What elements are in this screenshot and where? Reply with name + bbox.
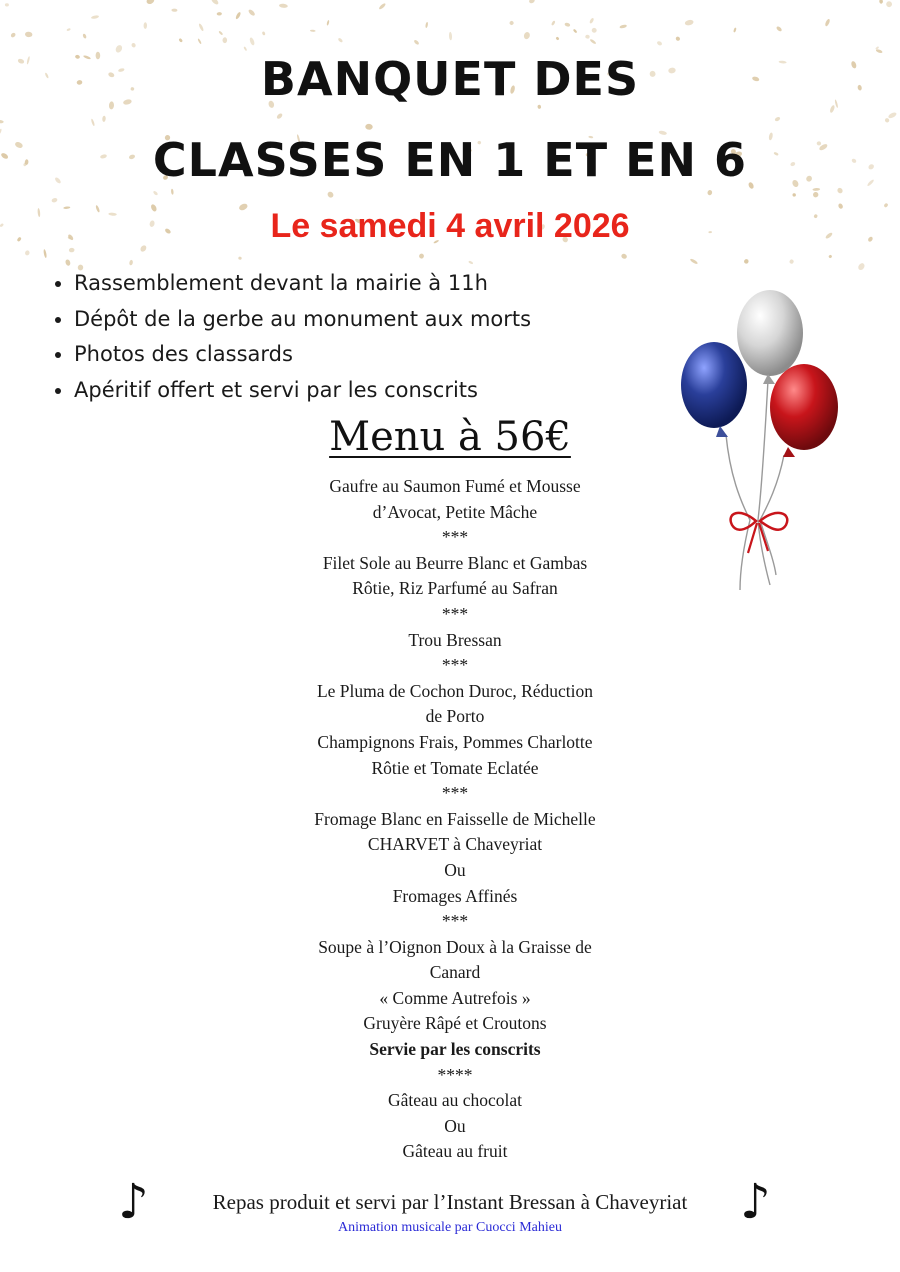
menu-line: Gâteau au chocolat (387, 1090, 523, 1111)
footer-music: Animation musicale par Cuocci Mahieu (338, 1220, 562, 1235)
menu-line: Fromages Affinés (392, 885, 518, 906)
menu-line: Gaufre au Saumon Fumé et Mousse (329, 476, 581, 496)
menu-list (255, 474, 655, 1165)
menu-separator: *** (441, 655, 469, 676)
menu-separator: *** (441, 527, 469, 548)
music-note-icon: ♪ (118, 1174, 149, 1230)
agenda-item: • Rassemblement devant la mairie à 11h (74, 266, 531, 302)
menu-line: CHARVET à Chaveyriat (367, 834, 543, 855)
menu-separator: *** (441, 603, 469, 624)
agenda-item: • Photos des classards (74, 337, 531, 373)
menu-line: Gâteau au fruit (402, 1141, 508, 1162)
menu-line: Gruyère Râpé et Croutons (363, 1013, 547, 1034)
menu-separator: *** (441, 783, 469, 804)
menu-title: Menu à 56€ (329, 414, 571, 460)
menu-line: Rôtie, Riz Parfumé au Safran (352, 578, 558, 599)
menu-line: Rôtie et Tomate Eclatée (371, 757, 539, 778)
agenda-list (50, 266, 531, 408)
event-title-line-2: CLASSES EN 1 ET EN 6 (152, 133, 748, 187)
footer-caterer: Repas produit et servi par l’Instant Bressan à Chaveyriat (212, 1190, 688, 1214)
menu-line: Canard (429, 962, 481, 983)
menu-line: Soupe à l’Oignon Doux à la Graisse de (318, 936, 592, 957)
menu-separator: *** (441, 911, 469, 932)
menu-line: Fromage Blanc en Faisselle de Michelle (314, 808, 596, 829)
event-title-line-1: BANQUET DES (260, 52, 640, 106)
event-date: Le samedi 4 avril 2026 (270, 207, 630, 245)
menu-line: d’Avocat, Petite Mâche (372, 501, 538, 522)
menu-line: Le Pluma de Cochon Duroc, Réduction (316, 680, 594, 701)
menu-line: Ou (444, 1115, 466, 1136)
music-note-icon: ♪ (740, 1174, 771, 1230)
menu-line: Trou Bressan (408, 629, 502, 650)
menu-line: Ou (444, 859, 466, 880)
agenda-item: • Apéritif offert et servi par les conscrits (74, 373, 531, 409)
menu-line: Filet Sole au Beurre Blanc et Gambas (322, 552, 588, 573)
menu-line: de Porto (425, 706, 485, 727)
menu-line: « Comme Autrefois » (379, 987, 531, 1008)
menu-separator: **** (437, 1064, 473, 1085)
menu-line: Servie par les conscrits (369, 1039, 541, 1060)
menu-line: Champignons Frais, Pommes Charlotte (317, 731, 593, 752)
agenda-item: • Dépôt de la gerbe au monument aux morts (74, 302, 531, 338)
